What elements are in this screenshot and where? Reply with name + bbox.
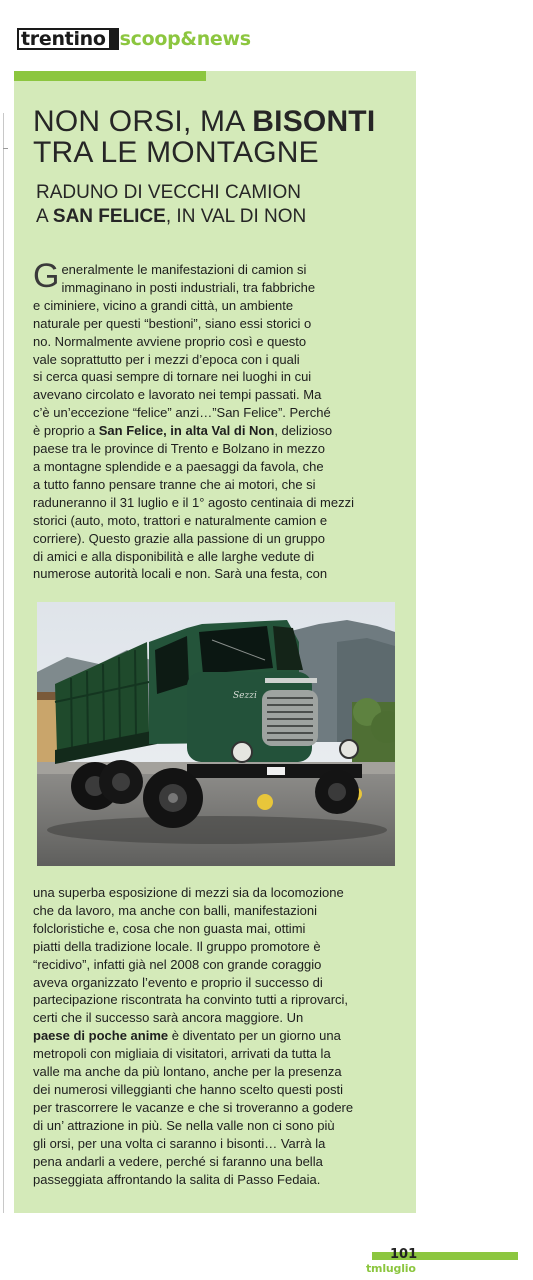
body-line: di amici e alla disponibilità e alle larghe vedute di (33, 548, 315, 564)
body-bold-phrase: paese di poche anime (33, 1028, 169, 1044)
body-line: eneralmente le manifestazioni di camion si (61, 262, 307, 277)
body-line: una superba esposizione di mezzi sia da locomozione (33, 885, 344, 900)
body-line: numerose autorità locali e non. Sarà una festa, con (33, 566, 328, 582)
body-line: valle ma anche da più lontano, anche per la presenza (33, 1064, 342, 1080)
body-text-run: , delizioso (274, 423, 333, 439)
left-margin-tick (3, 148, 8, 149)
subhead-line1: RADUNO DI VECCHI CAMION (36, 182, 301, 203)
subhead-line2-pre: A (36, 206, 53, 227)
body-line: partecipazione riscontrata ha convinto tutti a riprovarci, (33, 992, 349, 1008)
headline-line1-pre: NON ORSI, MA (33, 105, 253, 138)
body-line (33, 1027, 406, 1045)
masthead-block (109, 28, 119, 50)
body-line: si cerca quasi sempre di tornare nei luoghi in cui (33, 369, 312, 385)
body-line: folcloristiche e, cosa che non guasta mai, ottimi (33, 920, 306, 936)
left-margin-rule (3, 113, 4, 1213)
masthead-scoop-news: scoop&news (119, 28, 251, 50)
body-line: a tutto fanno pensare tranne che ai motori, che si (33, 476, 316, 492)
body-line: passeggiata affrontando la salita di Passo Fedaia. (33, 1171, 321, 1187)
magazine-issue-label: tmluglio (366, 1262, 416, 1275)
subhead-line2-bold: SAN FELICE (52, 206, 166, 227)
article-subheadline (36, 181, 406, 229)
masthead-trentino: trentino (21, 28, 106, 50)
body-line: piatti della tradizione locale. Il gruppo promotore è (33, 938, 321, 954)
body-line: gli orsi, per una volta ci saranno i bisonti… Varrà la (33, 1135, 326, 1151)
body-line: certi che il successo sarà ancora maggiore. Un (33, 1010, 304, 1026)
headline-line2: TRA LE MONTAGNE (33, 136, 319, 169)
body-bold-place: San Felice, in alta Val di Non (98, 423, 275, 439)
body-line: pena andarli a vedere, perché si faranno una bella (33, 1153, 323, 1169)
truck-name-sign: Sezzi (233, 691, 257, 701)
body-line: aveva organizzato l’evento e proprio il successo di (33, 974, 323, 990)
body-line: “recidivo”, infatti già nel 2008 con grande coraggio (33, 956, 322, 972)
masthead-trentino-box (17, 28, 111, 50)
body-line: dei numerosi villeggianti che hanno scelto questi posti (33, 1081, 344, 1097)
body-line: per trascorrere le vacanze e che si troveranno a godere (33, 1099, 354, 1115)
body-line: naturale per questi “bestioni”, siano essi storici o (33, 315, 312, 331)
article-body-part1 (33, 257, 406, 583)
body-line: corriere). Questo grazie alla passione di un gruppo (33, 530, 325, 546)
body-text-run: è proprio a (33, 423, 99, 439)
body-line: c’è un’eccezione “felice” anzi…”San Felice”. Perché (33, 405, 331, 421)
body-line: metropoli con migliaia di visitatori, arrivati da tutta la (33, 1046, 331, 1062)
page-number: 101 (390, 1247, 418, 1262)
vintage-truck-photo (37, 602, 395, 866)
body-line: immaginano in posti industriali, tra fabbriche (61, 279, 316, 295)
body-line: di un’ attrazione in più. Se nella valle non ci sono più (33, 1117, 335, 1133)
body-line: e ciminiere, vicino a grandi città, un ambiente (33, 297, 294, 313)
body-line: raduneranno il 31 luglio e il 1° agosto centinaia di mezzi (33, 494, 355, 510)
body-line: no. Normalmente avviene proprio così e questo (33, 333, 307, 349)
article-accent-bar (14, 71, 206, 81)
body-line: vale soprattutto per i mezzi d’epoca con i quali (33, 351, 300, 367)
body-line: storici (auto, moto, trattori e naturalmente camion e (33, 512, 328, 528)
body-line: che da lavoro, ma anche con balli, manifestazioni (33, 902, 317, 918)
article-body-part2 (33, 884, 406, 1188)
body-line: avevano circolato e lavorato nei tempi passati. Ma (33, 387, 322, 403)
headline-line1-bold: BISONTI (252, 105, 376, 138)
body-line: a montagne splendide e a paesaggi da favola, che (33, 458, 324, 474)
drop-cap: G (33, 257, 60, 295)
masthead-logo (17, 27, 251, 51)
subhead-line2-post: , IN VAL DI NON (165, 206, 307, 227)
body-line (33, 422, 406, 440)
article-headline (33, 106, 403, 168)
body-text-run: è diventato per un giorno una (168, 1028, 341, 1044)
vintage-truck-illustration (37, 602, 395, 866)
body-line: paese tra le province di Trento e Bolzano in mezzo (33, 441, 325, 457)
